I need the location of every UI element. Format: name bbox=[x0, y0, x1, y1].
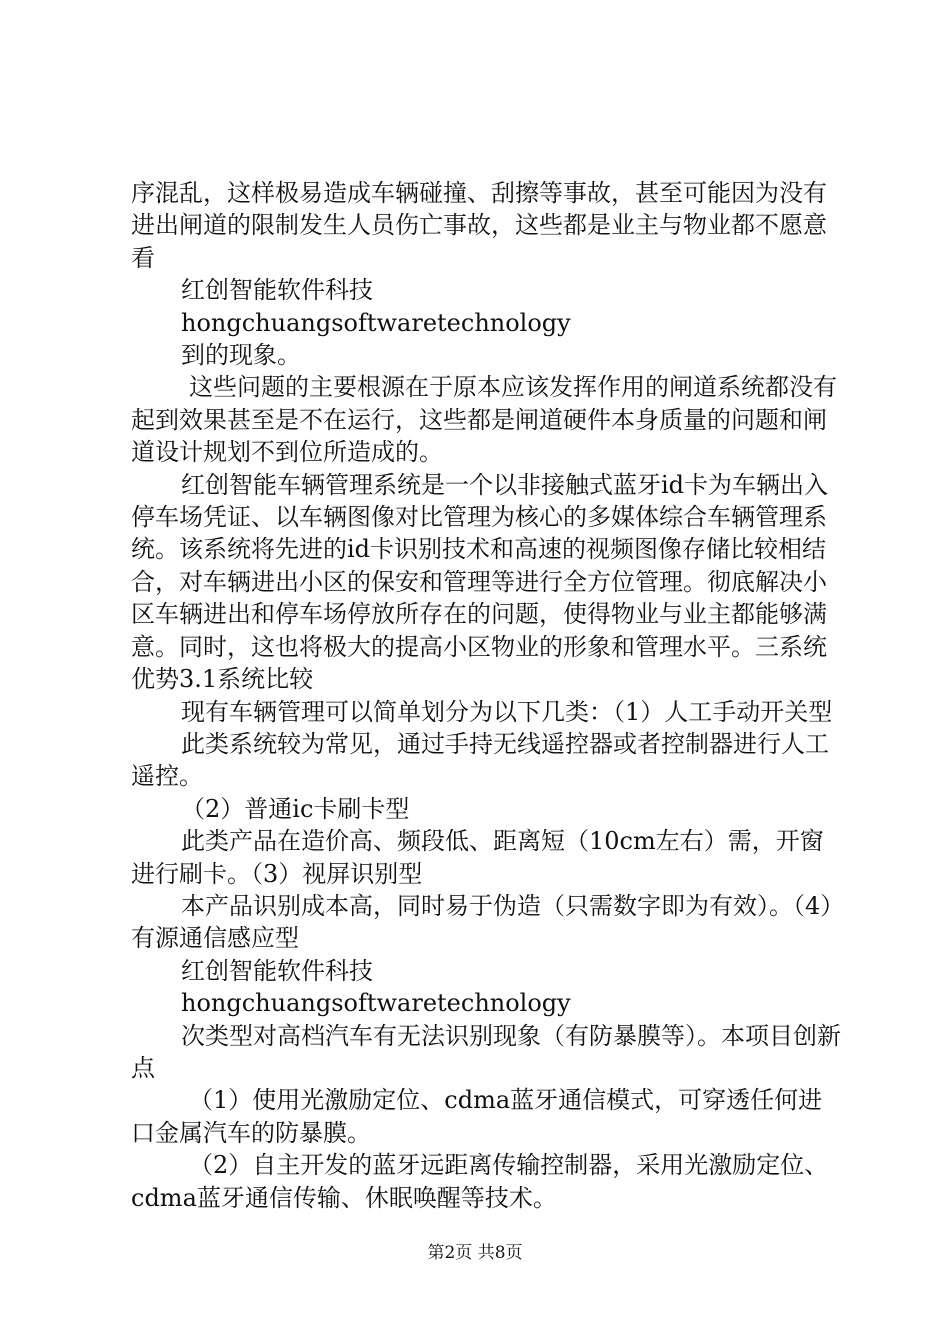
paragraph-innovation: 次类型对高档汽车有无法识别现象（有防暴膜等）。本项目创新点 bbox=[131, 1021, 841, 1082]
paragraph-classification: 现有车辆管理可以简单划分为以下几类：（1）人工手动开关型 bbox=[181, 697, 833, 726]
paragraph-innovation-2: （2）自主开发的蓝牙远距离传输控制器，采用光激励定位、cdma蓝牙通信传输、休眠唤醒等技术。 bbox=[131, 1151, 829, 1212]
paragraph-phenomenon: 到的现象。 bbox=[181, 341, 301, 370]
paragraph-root-cause: 这些问题的主要根源在于原本应该发挥作用的闸道系统都没有起到效果甚至是不在运行，这些都是闸道硬件本身质量的问题和闸道设计规划不到位所造成的。 bbox=[131, 373, 837, 467]
company-name-en: hongchuangsoftwaretechnology bbox=[181, 308, 571, 337]
paragraph-ic-card-desc: 此类产品在造价高、频段低、距离短（10cm左右）需，开窗进行刷卡。（3）视屏识别型 bbox=[131, 827, 824, 888]
paragraph-innovation-1: （1）使用光激励定位、cdma蓝牙通信模式，可穿透任何进口金属汽车的防暴膜。 bbox=[131, 1086, 823, 1147]
paragraph-ic-card-type: （2）普通ic卡刷卡型 bbox=[181, 794, 410, 823]
document-body bbox=[131, 177, 841, 1214]
page-number: 第2页 共8页 bbox=[427, 1243, 523, 1263]
company-name-cn: 红创智能软件科技 bbox=[181, 276, 373, 305]
company-name-cn-2: 红创智能软件科技 bbox=[181, 956, 373, 985]
company-name-en-2: hongchuangsoftwaretechnology bbox=[181, 989, 571, 1018]
paragraph-manual-type: 此类系统较为常见，通过手持无线遥控器或者控制器进行人工遥控。 bbox=[131, 729, 829, 791]
paragraph-system-overview: 红创智能车辆管理系统是一个以非接触式蓝牙id卡为车辆出入停车场凭证、以车辆图像对比管理为核心的多媒体综合车辆管理系统。该系统将先进的id卡识别技术和高速的视频图像存储比较相结合，对车辆进出小区的保安和管理等进行全方位管理。彻底解决小区车辆进出和停车场停放所存在的问题，使得物业与业主都能够满意。同时，这也将极大的提高小区物业的形象和管理水平。三系统优势3.1系统比较 bbox=[131, 470, 829, 694]
paragraph-intro-continued: 序混乱，这样极易造成车辆碰撞、刮擦等事故，甚至可能因为没有进出闸道的限制发生人员伤亡事故，这些都是业主与物业都不愿意看 bbox=[131, 179, 827, 272]
paragraph-video-desc: 本产品识别成本高，同时易于伪造（只需数字即为有效）。（4）有源通信感应型 bbox=[131, 891, 833, 953]
